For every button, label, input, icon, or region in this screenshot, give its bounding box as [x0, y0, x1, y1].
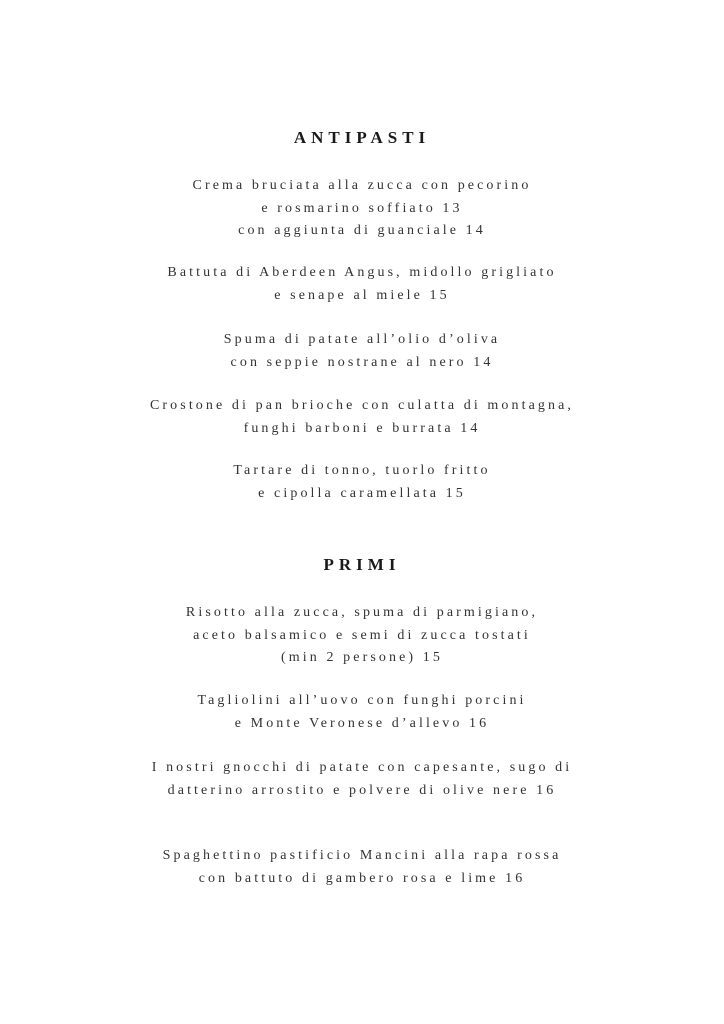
dish-line: Tagliolini all’uovo con funghi porcini [197, 693, 527, 708]
dish-line: funghi barboni e burrata 14 [243, 420, 481, 436]
dish-line: Crema bruciata alla zucca con pecorino [192, 178, 532, 193]
dish-line: I nostri gnocchi di patate con capesante, sugo di [151, 760, 573, 775]
dish-line: e senape al miele 15 [274, 287, 450, 303]
dish-line: Risotto alla zucca, spuma di parmigiano, [185, 605, 539, 620]
dish-line: Crostone di pan brioche con culatta di montagna, [149, 398, 575, 413]
section-title-antipasti: ANTIPASTI [293, 128, 431, 147]
dish-battuta-angus [0, 262, 724, 307]
dish-crostone-brioche [0, 395, 724, 440]
dish-line: con seppie nostrane al nero 14 [230, 354, 494, 370]
dish-line: e Monte Veronese d’allevo 16 [234, 715, 490, 731]
dish-line: aceto balsamico e semi di zucca tostati [193, 627, 531, 643]
dish-line: Spaghettino pastificio Mancini alla rapa rossa [162, 848, 562, 863]
dish-line: Tartare di tonno, tuorlo fritto [233, 463, 491, 478]
dish-spuma-patate [0, 329, 724, 374]
dish-spaghettino [0, 845, 724, 890]
dish-crema-bruciata [0, 175, 724, 243]
dish-line: Battuta di Aberdeen Angus, midollo grigliato [167, 265, 557, 280]
dish-tartare-tonno [0, 460, 724, 505]
dish-tagliolini [0, 690, 724, 735]
dish-line: con battuto di gambero rosa e lime 16 [198, 870, 526, 886]
section-title-primi: PRIMI [323, 555, 401, 574]
dish-line: e rosmarino soffiato 13 [261, 200, 463, 216]
dish-line: con aggiunta di guanciale 14 [238, 223, 486, 238]
dish-risotto-zucca [0, 602, 724, 670]
dish-line: datterino arrostito e polvere di olive nere 16 [167, 782, 557, 798]
dish-gnocchi-capesante [0, 757, 724, 802]
dish-line: e cipolla caramellata 15 [258, 485, 466, 501]
dish-line: Spuma di patate all’olio d’oliva [223, 332, 501, 347]
dish-line: (min 2 persone) 15 [281, 650, 443, 665]
